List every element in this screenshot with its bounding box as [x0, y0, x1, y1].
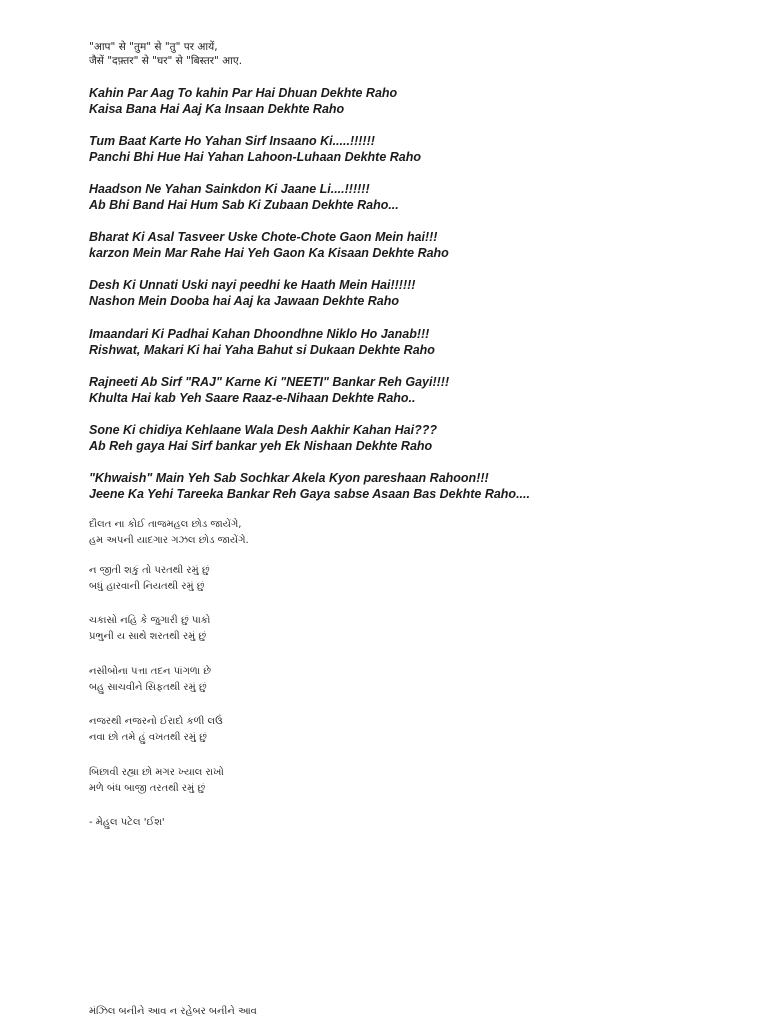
- gujarati-line: મંઝિલ બનીને આવ ન રહેબર બનીને આવ: [89, 1006, 257, 1017]
- poem-line: Ab Reh gaya Hai Sirf bankar yeh Ek Nishaan Dekhte Raho: [89, 439, 433, 453]
- poem-line: Bharat Ki Asal Tasveer Uske Chote-Chote Gaon Mein hai!!!: [89, 230, 438, 244]
- poem-stanza: [89, 181, 399, 213]
- poem-line: Desh Ki Unnati Uski nayi peedhi ke Haath Mein Hai!!!!!!: [89, 278, 416, 292]
- poem-line: Sone Ki chidiya Kehlaane Wala Desh Aakhir Kahan Hai???: [89, 423, 438, 437]
- poem-line: Nashon Mein Dooba hai Aaj ka Jawaan Dekhte Raho: [89, 294, 400, 308]
- poem-line: Khulta Hai kab Yeh Saare Raaz-e-Nihaan Dekhte Raho..: [89, 391, 416, 405]
- poem-line: Kahin Par Aag To kahin Par Hai Dhuan Dekhte Raho: [89, 86, 398, 100]
- poem-stanza: [89, 133, 421, 165]
- gujarati-line: નવા છો તમે હું વખતથી રમું છું: [89, 732, 207, 743]
- gujarati-line: નસીબોના પત્તા તદન પાંગળા છે: [89, 666, 212, 677]
- gujarati-line: ન જીતી શકું તો પરતથી રમું છું: [89, 565, 210, 576]
- gujarati-line: બિછાવી રહ્યા છો મગર ખ્યાલ રાખો: [89, 767, 224, 778]
- gujarati-line: દૌલત ના કોઈ તાજમહલ છોડ જાયેંગે,: [89, 519, 242, 530]
- poem-line: "Khwaish" Main Yeh Sab Sochkar Akela Kyon pareshaan Rahoon!!!: [89, 471, 489, 485]
- gujarati-intro: [89, 517, 249, 549]
- poem-signature: [89, 815, 165, 831]
- poem-line: Rajneeti Ab Sirf "RAJ" Karne Ki "NEETI" Bankar Reh Gayi!!!!: [89, 375, 450, 389]
- poem-stanza: [89, 85, 397, 117]
- hindi-intro-line: "आप" से "तुम" से "तु" पर आयें,: [89, 41, 218, 53]
- poem-line: Tum Baat Karte Ho Yahan Sirf Insaano Ki.....!!!!!!: [89, 134, 375, 148]
- hindi-intro: [89, 40, 242, 68]
- gujarati-line: મળે બંધ બાજી તરતથી રમું છું: [89, 783, 206, 794]
- gujarati-line: હમ અપની યાદગાર ગઝલ છોડ જાયેંગે.: [89, 535, 249, 546]
- poem-line: karzon Mein Mar Rahe Hai Yeh Gaon Ka Kisaan Dekhte Raho: [89, 246, 449, 260]
- poem-line: Imaandari Ki Padhai Kahan Dhoondhne Niklo Ho Janab!!!: [89, 327, 430, 341]
- poem-stanza: [89, 229, 449, 261]
- poem-line: Rishwat, Makari Ki hai Yaha Bahut si Dukaan Dekhte Raho: [89, 343, 435, 357]
- poem-line: Ab Bhi Band Hai Hum Sab Ki Zubaan Dekhte Raho...: [89, 198, 399, 212]
- footer-text: [89, 1004, 257, 1020]
- poem-stanza: [89, 374, 449, 406]
- hindi-intro-line: जैसें "दफ़्तर" से "घर" से "बिस्तर" आए.: [89, 55, 243, 67]
- gujarati-line: ચકાસો નહિ કે જુગારી છું પાકો: [89, 615, 211, 626]
- gujarati-stanza: [89, 613, 210, 645]
- poem-line: Jeene Ka Yehi Tareeka Bankar Reh Gaya sabse Asaan Bas Dekhte Raho....: [89, 487, 530, 501]
- poem-line: Haadson Ne Yahan Sainkdon Ki Jaane Li....!!!!!!: [89, 182, 370, 196]
- poem-stanza: [89, 277, 415, 309]
- gujarati-line: નજરથી નજરનો ઈરાદો કળી લઉં: [89, 716, 223, 727]
- gujarati-stanza: [89, 563, 210, 595]
- gujarati-stanza: [89, 714, 223, 746]
- poem-stanza: [89, 326, 435, 358]
- gujarati-line: બધું હારવાની નિયતથી રમું છું: [89, 581, 205, 592]
- poem-line: Panchi Bhi Hue Hai Yahan Lahoon-Luhaan Dekhte Raho: [89, 150, 421, 164]
- gujarati-stanza: [89, 664, 211, 696]
- gujarati-line: પ્રભુની ય સાથે શરતથી રમું છું: [89, 631, 207, 642]
- signature-text: - મેહુલ પટેલ 'ઈશ': [89, 817, 165, 828]
- poem-stanza: [89, 470, 530, 502]
- poem-line: Kaisa Bana Hai Aaj Ka Insaan Dekhte Raho: [89, 102, 345, 116]
- gujarati-stanza: [89, 765, 224, 797]
- poem-stanza: [89, 422, 437, 454]
- gujarati-line: બહુ સાચવીને સિફતથી રમું છું: [89, 682, 207, 693]
